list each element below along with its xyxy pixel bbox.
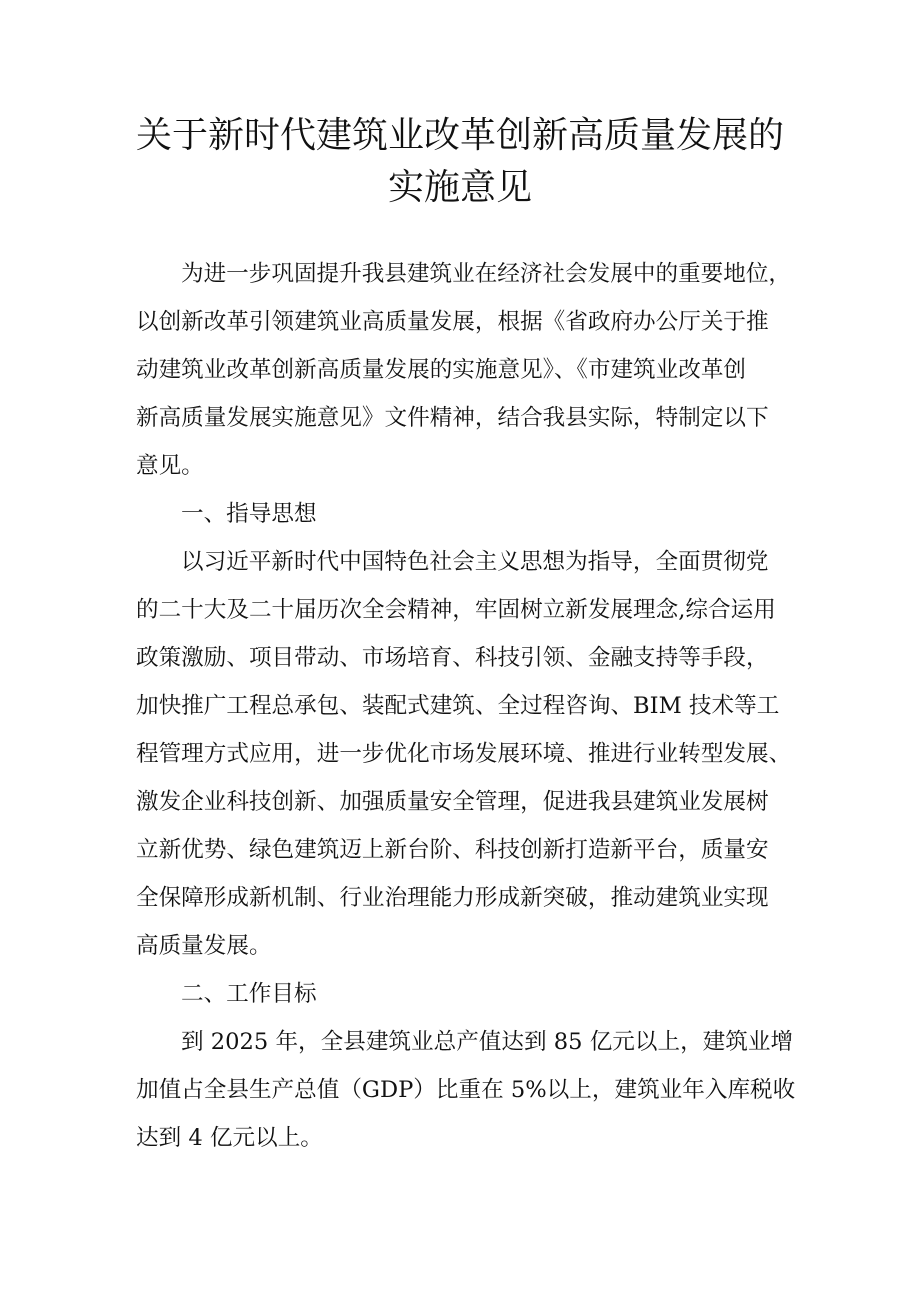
- body-text-line: 为进一步巩固提升我县建筑业在经济社会发展中的重要地位，: [181, 261, 792, 287]
- body-text-line: 达到 4 亿元以上。: [136, 1125, 323, 1151]
- body-text-line: 以创新改革引领建筑业高质量发展，根据《省政府办公厅关于推: [136, 309, 769, 335]
- body-text-line: 政策激励、项目带动、市场培育、科技引领、金融支持等手段，: [136, 645, 769, 671]
- body-text-line: 激发企业科技创新、加强质量安全管理，促进我县建筑业发展树: [136, 789, 769, 815]
- document-body: [136, 250, 796, 1162]
- body-text-line: 加快推广工程总承包、装配式建筑、全过程咨询、BIM 技术等工: [136, 693, 780, 719]
- body-text-line: 一、指导思想: [181, 501, 317, 527]
- body-text-line: 加值占全县生产总值（GDP）比重在 5%以上，建筑业年入库税收: [136, 1077, 796, 1103]
- body-text-line: 动建筑业改革创新高质量发展的实施意见》、《市建筑业改革创: [136, 357, 747, 383]
- body-text-line: 意见。: [136, 453, 204, 479]
- document-title-line-1: 关于新时代建筑业改革创新高质量发展的: [135, 115, 784, 156]
- body-text-line: 的二十大及二十届历次全会精神，牢固树立新发展理念,综合运用: [136, 597, 776, 623]
- body-text-line: 全保障形成新机制、行业治理能力形成新突破，推动建筑业实现: [136, 885, 769, 911]
- body-text-line: 以习近平新时代中国特色社会主义思想为指导，全面贯彻党: [181, 549, 769, 575]
- body-text-line: 二、工作目标: [181, 981, 317, 1007]
- body-text-line: 新高质量发展实施意见》文件精神，结合我县实际，特制定以下: [136, 405, 769, 431]
- body-text-line: 程管理方式应用，进一步优化市场发展环境、推进行业转型发展、: [136, 741, 792, 767]
- document-title-line-2: 实施意见: [387, 167, 532, 208]
- body-text-line: 到 2025 年，全县建筑业总产值达到 85 亿元以上，建筑业增: [181, 1029, 794, 1055]
- body-text-line: 立新优势、绿色建筑迈上新台阶、科技创新打造新平台，质量安: [136, 837, 769, 863]
- body-text-line: 高质量发展。: [136, 933, 272, 959]
